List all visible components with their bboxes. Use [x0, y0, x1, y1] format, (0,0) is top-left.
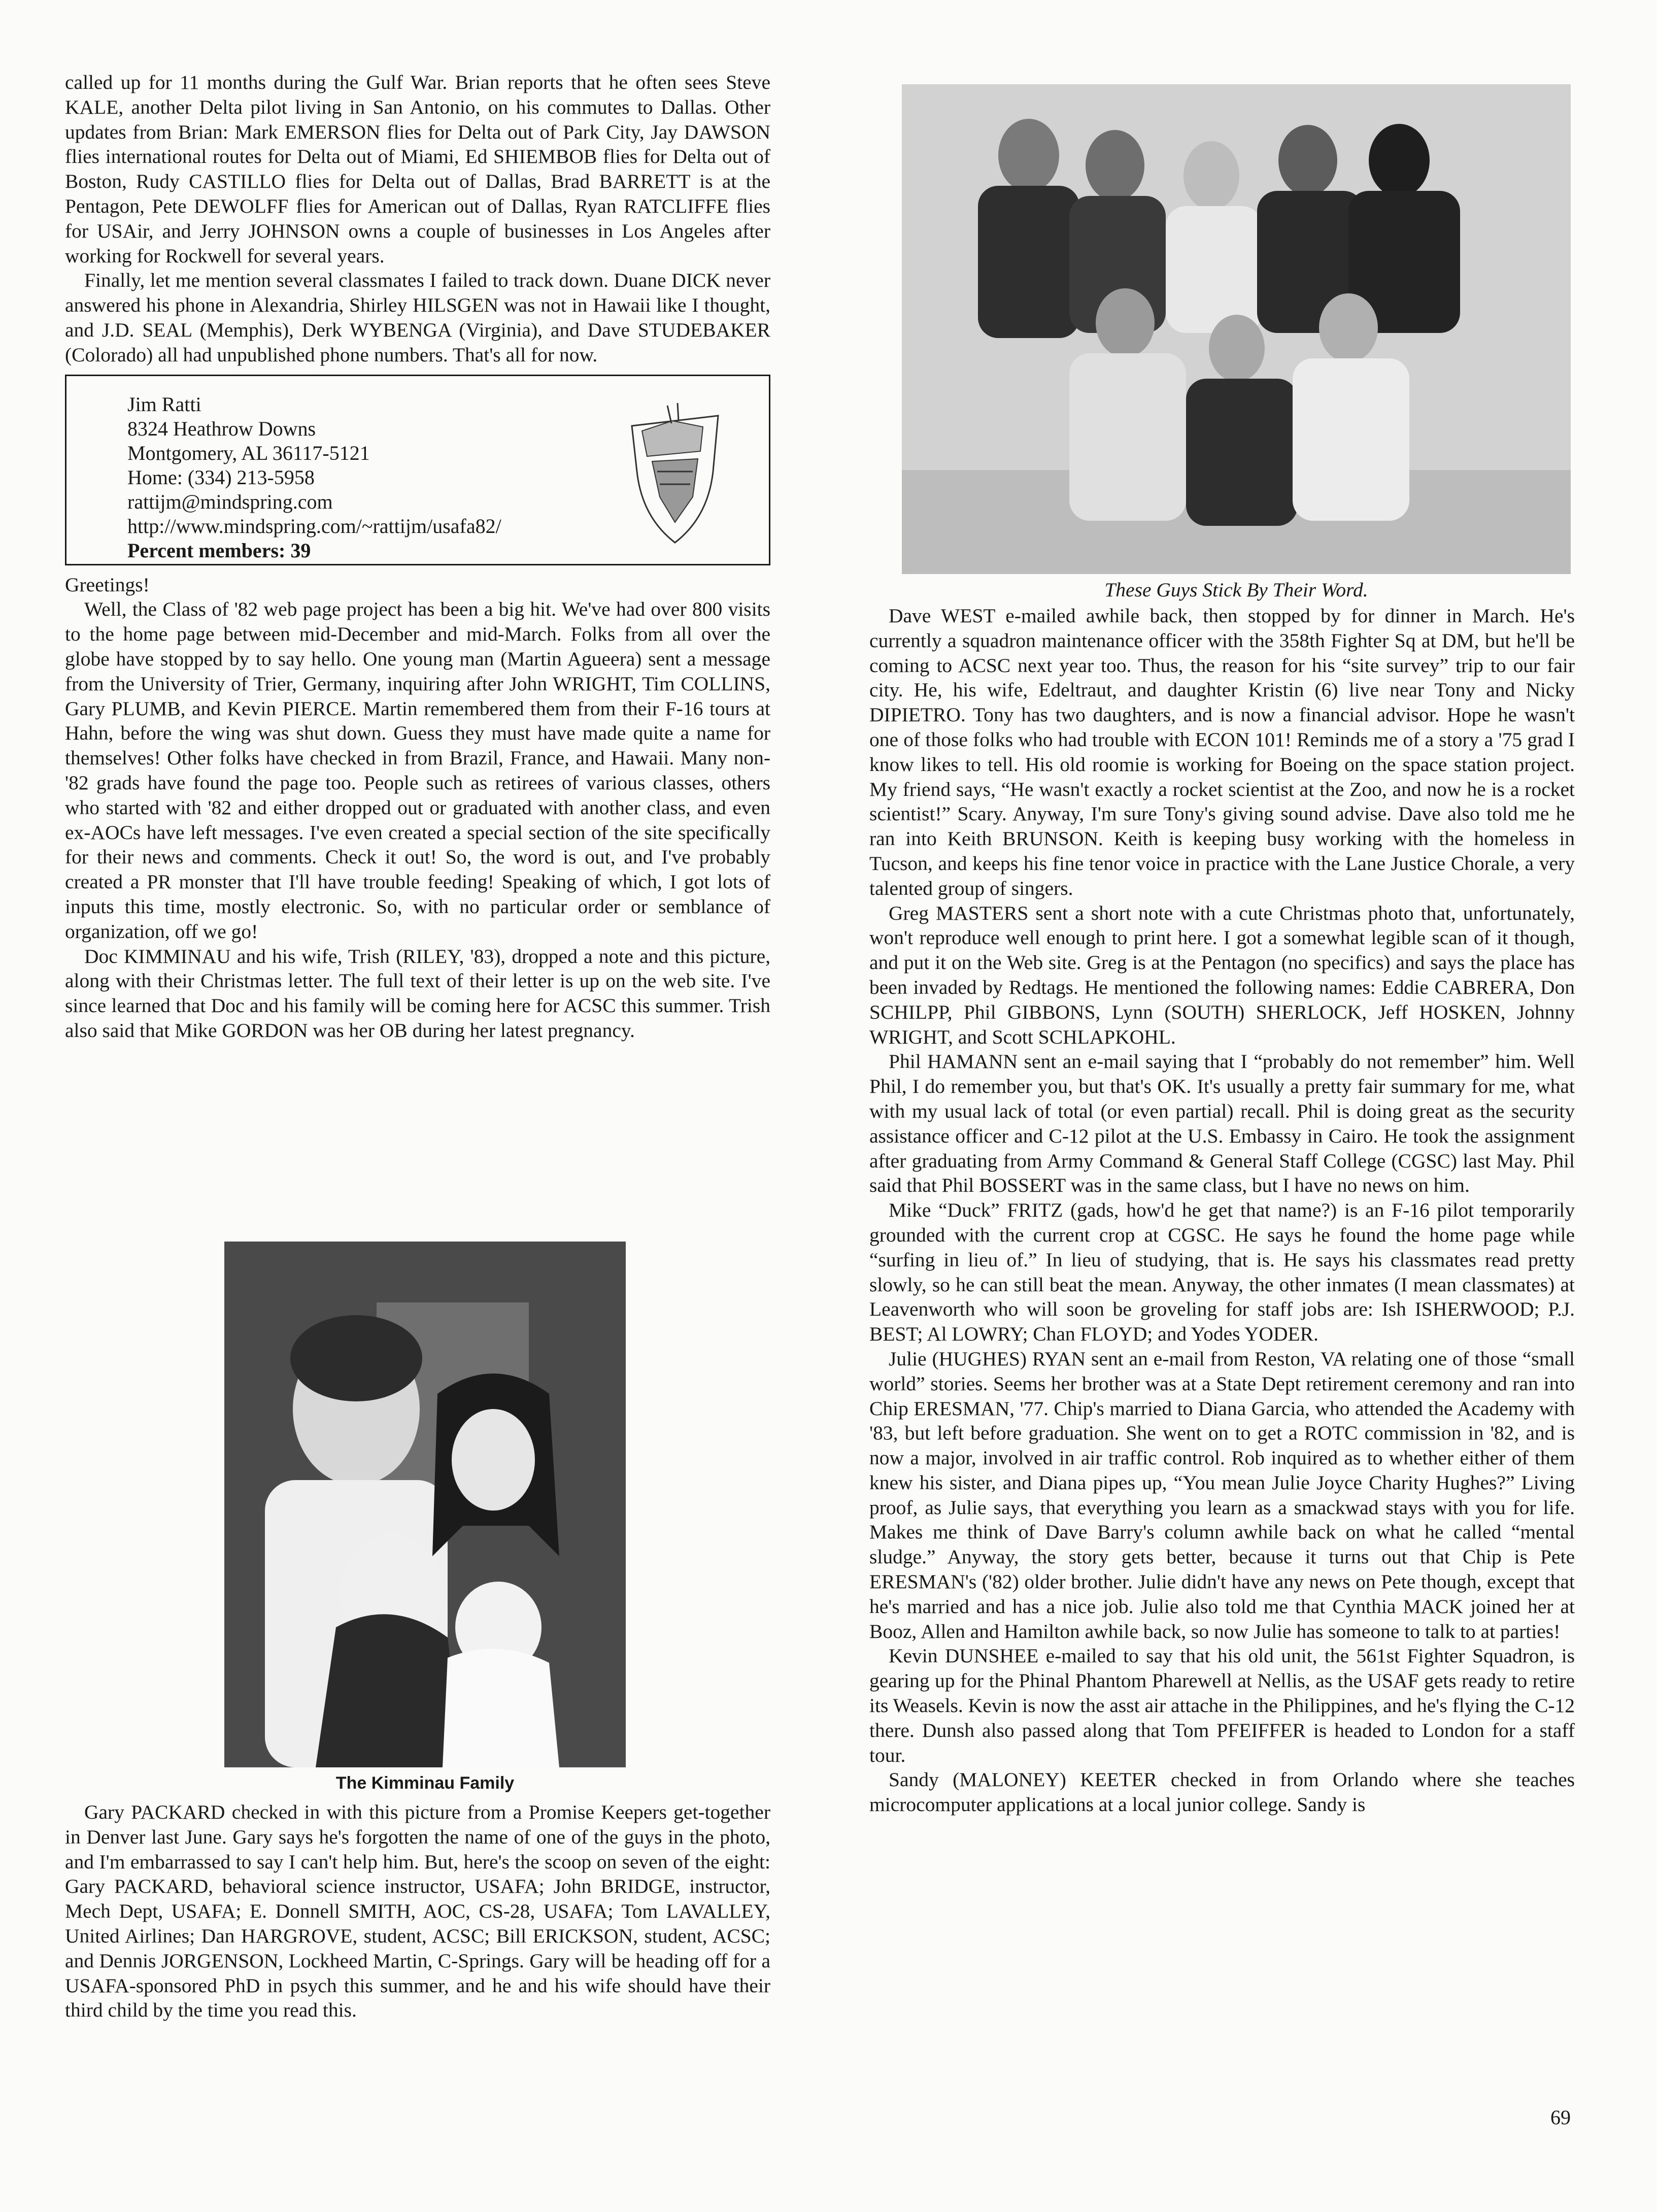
paragraph: Greetings!	[65, 573, 150, 596]
contact-name: Jim Ratti	[127, 392, 201, 416]
group-photo-caption: These Guys Stick By Their Word.	[1104, 579, 1368, 601]
paragraph: Julie (HUGHES) RYAN sent an e-mail from Reston, VA relating one of those “small world” stories. Seems her brother was at a State Dept retirement ceremony and ran into Chip ERESMAN, '77. Chip's married to Diana Garcia, who attended the Academy with '83, but left before graduation. She went on to get a ROTC commission in '82, and is now a major, involved in air traffic control. Rob inquired as to whether either of them knew his sister, and Diana pipes up, “You mean Julie Joyce Charity Hughes?” Living proof, as Julie says, that everything you learn as a smackwad stays with you for life. Makes me think of Dave Barry's column awhile back on what he called “mental sludge.” Anyway, the story gets better, because it turns out that Chip is Pete ERESMAN's ('82) older brother. Julie didn't have any news on Pete though, except that he's married and has a nice job. Julie also told me that Cynthia MACK joined her at Booz, Allen and Hamilton awhile back, so now Julie has someone to talk to at parties!	[869, 1347, 1575, 1643]
contact-street: 8324 Heathrow Downs	[127, 417, 316, 440]
paragraph: Kevin DUNSHEE e-mailed to say that his old unit, the 561st Fighter Squadron, is gearing up for the Phinal Phantom Pharewell at Nellis, as the USAF gets ready to retire its Weasels. Kevin is now the asst air attache in the Philippines, and he's flying the C-12 there. Dunsh also passed along that Tom PFEIFFER is headed to London for a staff tour.	[869, 1645, 1575, 1766]
contact-box	[65, 375, 770, 565]
paragraph: Finally, let me mention several classmates I failed to track down. Duane DICK never answered his phone in Alexandria, Shirley HILSGEN was not in Hawaii like I thought, and J.D. SEAL (Memphis), Derk WYBENGA (Virginia), and Dave STUDEBAKER (Colorado) all had unpublished phone numbers. That's all for now.	[65, 269, 770, 366]
family-photo-illustration	[224, 1242, 626, 1767]
promise-keepers-group-photo	[902, 84, 1571, 574]
right-column	[869, 604, 1575, 1817]
contact-email: rattijm@mindspring.com	[127, 490, 333, 513]
paragraph: Gary PACKARD checked in with this picture from a Promise Keepers get-together in Denver last June. Gary says he's forgotten the name of one of the guys in the photo, and I'm embarrassed to say I can't help him. But, here's the scoop on seven of the eight: Gary PACKARD, behavioral science instructor, USAFA; John BRIDGE, instructor, Mech Dept, USAFA; E. Donnell SMITH, AOC, CS-28, USAFA; Tom LAVALLEY, United Airlines; Dan HARGROVE, student, ACSC; Bill ERICKSON, student, ACSC; and Dennis JORGENSON, Lockheed Martin, C-Springs. Gary will be heading off for a USAFA-sponsored PhD in psych this summer, and he and his wife should have their third child by the time you read this.	[65, 1801, 770, 2022]
paragraph: Dave WEST e-mailed awhile back, then stopped by for dinner in March. He's currently a squadron maintenance officer with the 358th Fighter Sq at DM, but he'll be coming to ACSC next year too. Thus, the reason for his “site survey” trip to our fair city. He, his wife, Edeltraut, and daughter Kristin (6) live near Tony and Nicky DIPIETRO. Tony has two daughters, and is now a financial advisor. Hope he wasn't one of those folks who had trouble with ECON 101! Reminds me of a story a '75 grad I know likes to tell. His old roomie is working for Boeing on the space station project. My friend says, “He wasn't exactly a rocket scientist at the Zoo, and now he is a rocket scientist!” Scary. Anyway, I'm sure Tony's giving sound advise. Dave also told me he ran into Keith BRUNSON. Keith is keeping busy working with the homeless in Tucson, and keeps his fine tenor voice in practice with the Lane Justice Chorale, a very talented group of singers.	[869, 605, 1575, 899]
family-photo-caption: The Kimminau Family	[335, 1773, 515, 1793]
contact-url: http://www.mindspring.com/~rattijm/usafa82/	[127, 514, 501, 538]
paragraph: Greg MASTERS sent a short note with a cute Christmas photo that, unfortunately, won't reproduce well enough to print here. I got a somewhat legible scan of it though, and put it on the Web site. Greg is at the Pentagon (no specifics) and says the place has been invaded by Redtags. He mentioned the following names: Eddie CABRERA, Don SCHILPP, Phil GIBBONS, Lynn (SOUTH) SHERLOCK, Jeff HOSKEN, Johnny WRIGHT, and Scott SCHLAPKOHL.	[869, 901, 1575, 1048]
left-column	[65, 70, 770, 1043]
contact-phone: Home: (334) 213-5958	[127, 465, 315, 489]
paragraph: Well, the Class of '82 web page project has been a big hit. We've had over 800 visits to the home page between mid-December and mid-March. Folks from all over the globe have stopped by to say hello. One young man (Martin Agueera) sent a message from the University of Trier, Germany, inquiring after John WRIGHT, Tim COLLINS, Gary PLUMB, and Kevin PIERCE. Martin remembered them from their F-16 tours at Hahn, before the wing was shut down. Guess they must have made quite a name for themselves! Other folks have checked in from Brazil, France, and Hawaii. Many non-'82 grads have found the page too. People such as retirees of various classes, others who started with '82 and either dropped out or graduated with another class, and even ex-AOCs have left messages. I've even created a special section of the site specifically for their news and comments. Check it out! So, the word is out, and I've probably created a PR monster that I'll have trouble feeding! Speaking of which, I got lots of inputs this time, mostly electronic. So, with no particular order or semblance of organization, off we go!	[65, 598, 770, 943]
paragraph: Phil HAMANN sent an e-mail saying that I “probably do not remember” him. Well Phil, I do remember you, but that's OK. It's usually a pretty fair summary for me, what with my usual lack of total (or even partial) recall. Phil is doing great as the security assistance officer and C-12 pilot at the U.S. Embassy in Cairo. He took the assignment after graduating from Army Command & General Staff College (CGSC) last May. Phil said that Phil BOSSERT was in the same class, but I have no news on him.	[869, 1050, 1575, 1197]
kimminau-family-photo	[224, 1242, 626, 1767]
paragraph: Mike “Duck” FRITZ (gads, how'd he get that name?) is an F-16 pilot temporarily grounded with the current crop at CGSC. He says he found the home page while “surfing in lieu of.” In lieu of studying, that is. He says his classmates read pretty slowly, so he can still beat the mean. Anyway, the other inmates (I mean classmates) at Leavenworth who will soon be groveling for staff jobs are: Ish ISHERWOOD; P.J. BEST; Al LOWRY; Chan FLOYD; and Yodes YODER.	[869, 1199, 1575, 1346]
paragraph: Doc KIMMINAU and his wife, Trish (RILEY, '83), dropped a note and this picture, along with their Christmas letter. The full text of their letter is up on the web site. I've since learned that Doc and his family will be coming here for ACSC this summer. Trish also said that Mike GORDON was her OB during her latest pregnancy.	[65, 945, 770, 1042]
contact-city: Montgomery, AL 36117-5121	[127, 441, 370, 464]
class-crest-icon	[612, 395, 738, 548]
group-photo-illustration	[902, 84, 1571, 574]
paragraph: Sandy (MALONEY) KEETER checked in from Orlando where she teaches microcomputer applications at a local junior college. Sandy is	[869, 1768, 1575, 1816]
percent-members: Percent members: 39	[127, 539, 311, 562]
left-column-continued	[65, 1800, 770, 2023]
page-number: 69	[1550, 2106, 1571, 2129]
paragraph: called up for 11 months during the Gulf War. Brian reports that he often sees Steve KALE, another Delta pilot living in San Antonio, on his commutes to Dallas. Other updates from Brian: Mark EMERSON flies for Delta out of Park City, Jay DAWSON flies international routes for Delta out of Miami, Ed SHIEMBOB flies for Delta out of Boston, Rudy CASTILLO flies for Delta out of Dallas, Brad BARRETT is at the Pentagon, Pete DEWOLFF flies for American out of Dallas, Ryan RATCLIFFE flies for USAir, and Jerry JOHNSON owns a couple of businesses in Los Angeles after working for Rockwell for several years.	[65, 71, 770, 267]
